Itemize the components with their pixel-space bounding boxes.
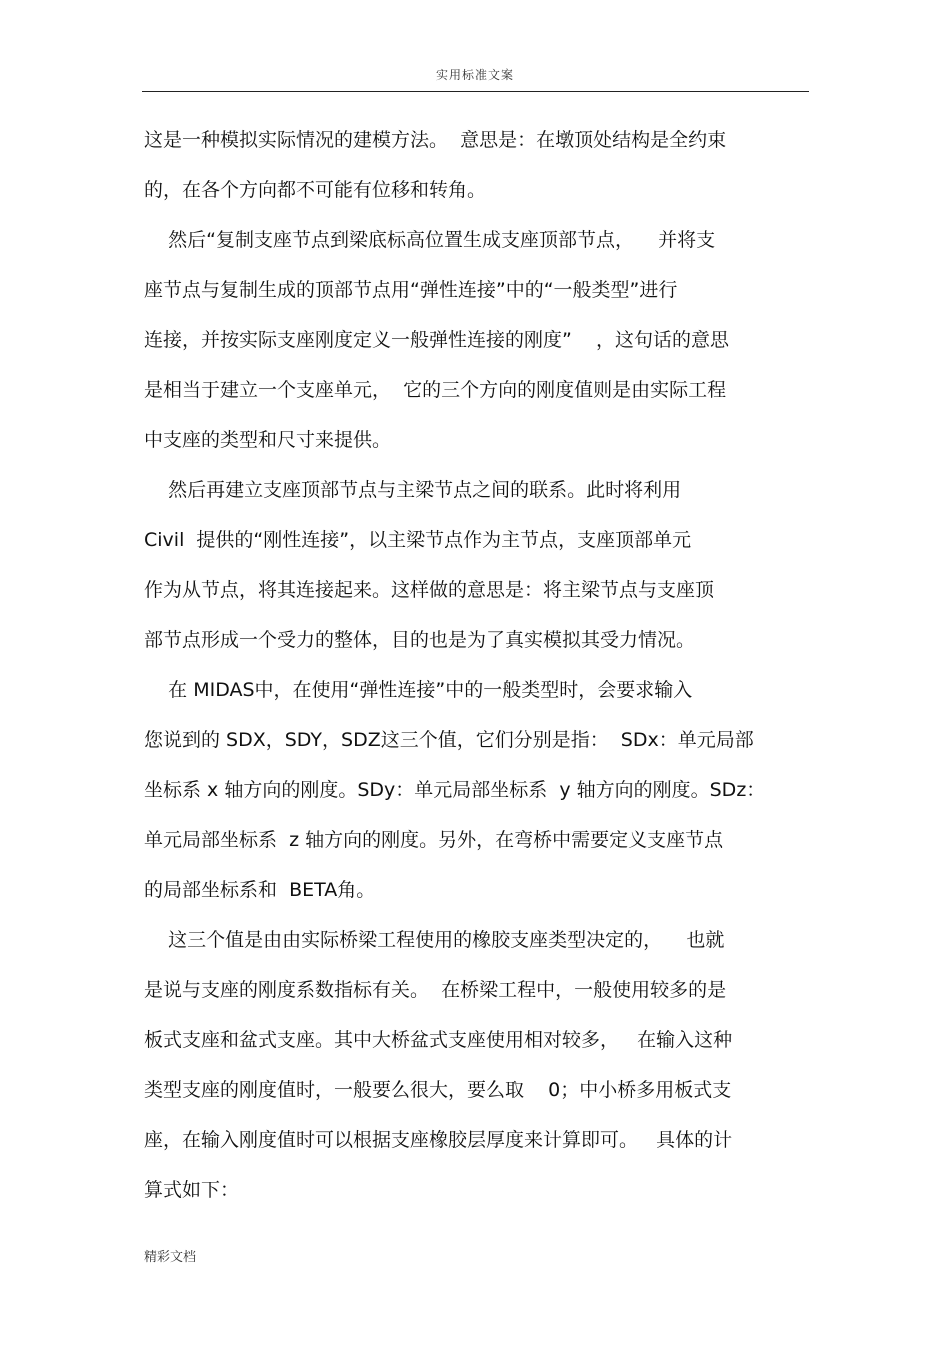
text-line: 类型支座的刚度值时，一般要么很大，要么取 0；中小桥多用板式支 <box>144 1079 732 1101</box>
text-line: 连接，并按实际支座刚度定义一般弹性连接的刚度” ，这句话的意思 <box>144 329 730 351</box>
page-footer: 精彩文档 <box>144 1250 197 1265</box>
text-line: 作为从节点，将其连接起来。这样做的意思是：将主梁节点与支座顶 <box>144 579 715 601</box>
text-line: 座节点与复制生成的顶部节点用“弹性连接”中的“一般类型”进行 <box>144 279 678 301</box>
text-line: 这三个值是由由实际桥梁工程使用的橡胶支座类型决定的， 也就 <box>144 929 725 951</box>
text-line: 算式如下： <box>144 1179 240 1201</box>
text-line: 然后再建立支座顶部节点与主梁节点之间的联系。此时将利用 <box>144 479 682 501</box>
header-divider <box>142 91 809 92</box>
page-header: 实用标准文案 <box>435 68 514 82</box>
text-line: 的，在各个方向都不可能有位移和转角。 <box>144 179 487 201</box>
text-line: 是相当于建立一个支座单元， 它的三个方向的刚度值则是由实际工程 <box>144 379 727 401</box>
text-line: 您说到的 SDX，SDY，SDZ这三个值，它们分别是指： SDx：单元局部 <box>144 729 754 751</box>
text-line: 然后“复制支座节点到梁底标高位置生成支座顶部节点， 并将支 <box>144 229 716 251</box>
text-line: 坐标系 x 轴方向的刚度。SDy：单元局部坐标系 y 轴方向的刚度。SDz： <box>144 779 766 801</box>
text-line: 中支座的类型和尺寸来提供。 <box>144 429 392 451</box>
text-line: Civil 提供的“刚性连接”，以主梁节点作为主节点，支座顶部单元 <box>144 529 692 551</box>
text-line: 是说与支座的刚度系数指标有关。 在桥梁工程中，一般使用较多的是 <box>144 979 727 1001</box>
text-line: 单元局部坐标系 z 轴方向的刚度。另外，在弯桥中需要定义支座节点 <box>144 829 724 851</box>
text-line: 座，在输入刚度值时可以根据支座橡胶层厚度来计算即可。 具体的计 <box>144 1129 733 1151</box>
text-line: 这是一种模拟实际情况的建模方法。 意思是：在墩顶处结构是全约束 <box>144 129 727 151</box>
text-line: 在 MIDAS中，在使用“弹性连接”中的一般类型时，会要求输入 <box>144 679 693 701</box>
text-line: 板式支座和盆式支座。其中大桥盆式支座使用相对较多， 在输入这种 <box>144 1029 733 1051</box>
text-line: 的局部坐标系和 BETA角。 <box>144 879 376 901</box>
text-line: 部节点形成一个受力的整体，目的也是为了真实模拟其受力情况。 <box>144 629 696 651</box>
